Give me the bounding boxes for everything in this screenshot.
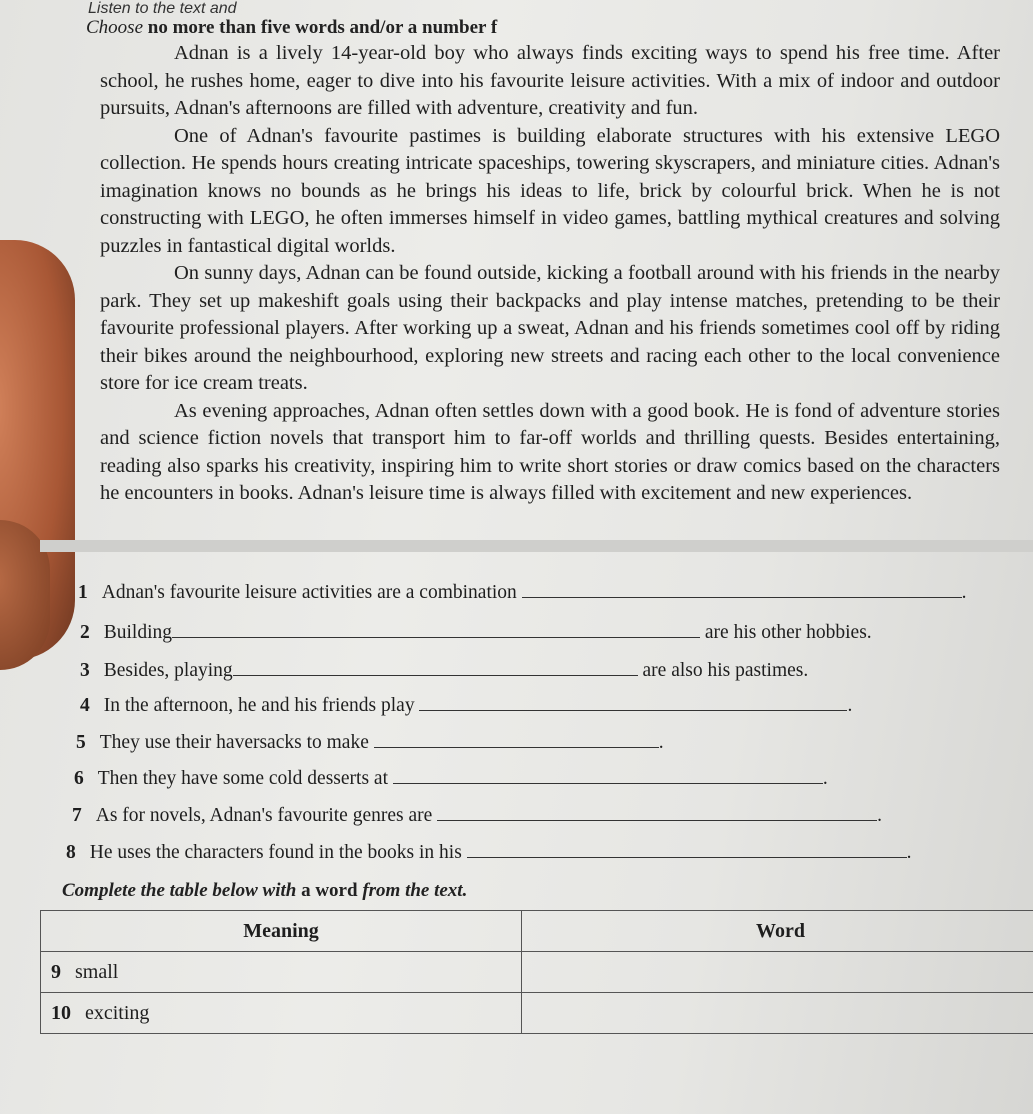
- paragraph-1: Adnan is a lively 14-year-old boy who always finds exciting ways to spend his free time. After school, he rushes home, eager to dive into his favourite leisure activities. With a mix of indoor and outdoor pursuits, Adnan's afternoons are filled with adventure, creativity and fun.: [100, 42, 1000, 119]
- answer-blank-4[interactable]: [419, 696, 847, 711]
- question-5: 5 They use their haversacks to make .: [76, 732, 664, 753]
- reading-passage: [100, 40, 1000, 508]
- answer-blank-3[interactable]: [233, 661, 638, 676]
- question-4: 4 In the afternoon, he and his friends play .: [80, 695, 853, 716]
- choose-word: Choose: [86, 17, 143, 38]
- meaning-header: Meaning: [41, 911, 522, 952]
- question-8: 8 He uses the characters found in the books in his .: [66, 842, 912, 863]
- question-6: 6 Then they have some cold desserts at .: [74, 768, 828, 789]
- paragraph-3: On sunny days, Adnan can be found outside, kicking a football around with his friends in the nearby park. They set up makeshift goals using their backpacks and play intense matches, pretending to be their favourite professional players. After working up a sweat, Adnan and his friends sometimes cool off by riding their bikes around the neighbourhood, exploring new streets and racing each other to the local convenience store for ice cream treats.: [100, 262, 1000, 394]
- table-row: [41, 993, 1033, 1034]
- answer-blank-7[interactable]: [437, 806, 877, 821]
- answer-blank-2[interactable]: [172, 623, 700, 638]
- section-divider: [40, 540, 1033, 552]
- table-header-row: [41, 911, 1033, 952]
- choose-instruction: [86, 17, 497, 39]
- vocabulary-table: [40, 910, 1033, 1034]
- paragraph-2: One of Adnan's favourite pastimes is building elaborate structures with his extensive LEGO collection. He spends hours creating intricate spaceships, towering skyscrapers, and miniature cities. Adnan's imagination knows no bounds as he brings his ideas to life, brick by colourful brick. When he is not constructing with LEGO, he often immerses himself in video games, battling mythical creatures and solving puzzles in fantastical digital worlds.: [100, 124, 1000, 257]
- answer-blank-5[interactable]: [374, 733, 659, 748]
- question-3: 3 Besides, playing are also his pastimes.: [80, 660, 809, 681]
- word-limit-text: no more than five words and/or a number f: [147, 17, 498, 38]
- word-answer-cell-9[interactable]: [522, 952, 1033, 993]
- paragraph-4: As evening approaches, Adnan often settles down with a good book. He is fond of adventure stories and science fiction novels that transport him to far-off worlds and thrilling quests. Besides entertaining, reading also sparks his creativity, inspiring him to write short stories or draw comics based on the characters he encounters in books. Adnan's leisure time is always filled with excitement and new experiences.: [100, 399, 1000, 504]
- question-2: 2 Building are his other hobbies.: [80, 622, 872, 643]
- word-answer-cell-10[interactable]: [522, 993, 1033, 1034]
- meaning-cell: 10 exciting: [41, 993, 522, 1034]
- question-7: 7 As for novels, Adnan's favourite genres are .: [72, 805, 883, 826]
- word-header: Word: [522, 911, 1033, 952]
- answer-blank-8[interactable]: [467, 843, 907, 858]
- meaning-cell: 9 small: [41, 952, 522, 993]
- listening-instruction: Listen to the text and: [88, 0, 237, 17]
- question-1: 1 Adnan's favourite leisure activities are a combination .: [78, 582, 967, 603]
- table-instruction: Complete the table below with a word from the text.: [62, 880, 468, 901]
- table-row: [41, 952, 1033, 993]
- answer-blank-6[interactable]: [393, 769, 823, 784]
- answer-blank-1[interactable]: [522, 583, 962, 598]
